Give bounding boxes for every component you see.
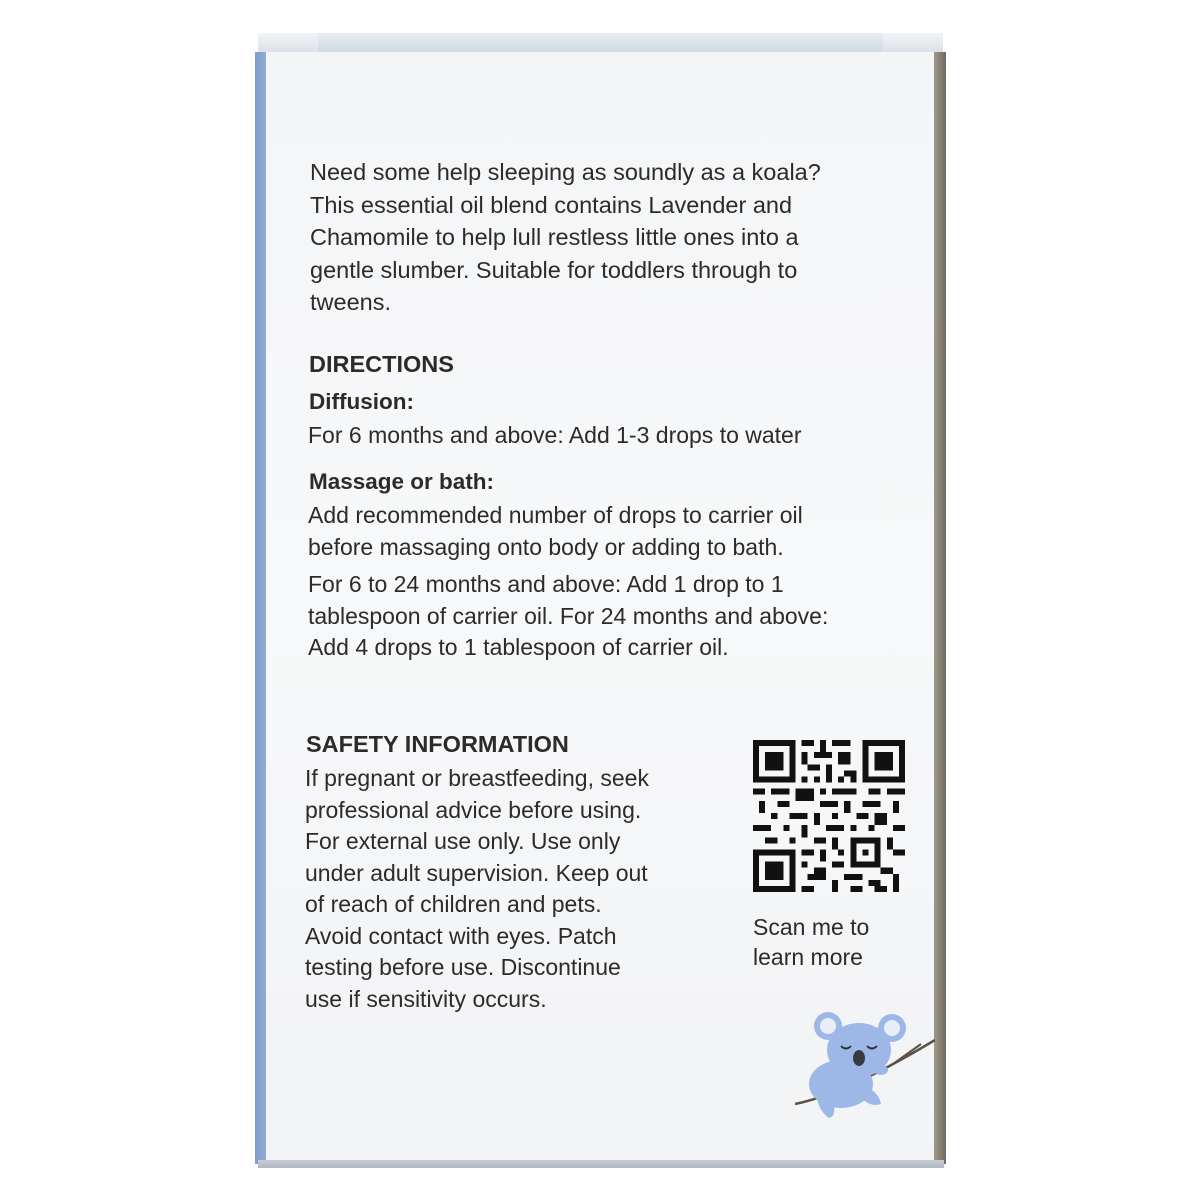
dosage-line: tablespoon of carrier oil. For 24 months and above: <box>308 602 829 629</box>
safety-text <box>305 763 725 1015</box>
safety-line: of reach of children and pets. <box>305 891 602 917</box>
massage-text <box>308 500 908 563</box>
intro-line: gentle slumber. Suitable for toddlers through to <box>310 256 798 283</box>
safety-line: use if sensitivity occurs. <box>305 985 547 1012</box>
safety-line: For external use only. Use only <box>305 828 621 854</box>
qr-caption-line: learn more <box>753 944 863 970</box>
qr-caption-line: Scan me to <box>753 914 870 940</box>
qr-caption <box>753 912 923 972</box>
intro-paragraph <box>310 156 910 319</box>
diffusion-title: Diffusion: <box>309 389 414 414</box>
dosage-text <box>308 569 918 664</box>
safety-line: If pregnant or breastfeeding, seek <box>305 765 649 791</box>
massage-line: Add recommended number of drops to carrier oil <box>308 502 803 528</box>
safety-line: under adult supervision. Keep out <box>305 859 648 886</box>
dosage-line: Add 4 drops to 1 tablespoon of carrier oil. <box>308 634 729 660</box>
safety-heading: SAFETY INFORMATION <box>306 731 569 757</box>
intro-line: This essential oil blend contains Lavender and <box>310 191 793 218</box>
intro-line: tweens. <box>310 289 391 315</box>
qr-code-icon[interactable] <box>753 740 905 892</box>
intro-line: Chamomile to help lull restless little ones into a <box>310 224 799 250</box>
directions-heading: DIRECTIONS <box>309 351 454 377</box>
massage-line: before massaging onto body or adding to bath. <box>308 533 784 560</box>
sleeping-koala-icon <box>795 1000 935 1130</box>
safety-line: Avoid contact with eyes. Patch <box>305 922 617 949</box>
massage-title: Massage or bath: <box>309 469 495 494</box>
safety-line: professional advice before using. <box>305 796 642 823</box>
diffusion-text: For 6 months and above: Add 1-3 drops to water <box>308 422 802 448</box>
box-bottom-edge <box>258 1160 944 1168</box>
intro-line: Need some help sleeping as soundly as a koala? <box>310 159 821 185</box>
safety-line: testing before use. Discontinue <box>305 954 621 980</box>
dosage-line: For 6 to 24 months and above: Add 1 drop to 1 <box>308 571 784 597</box>
